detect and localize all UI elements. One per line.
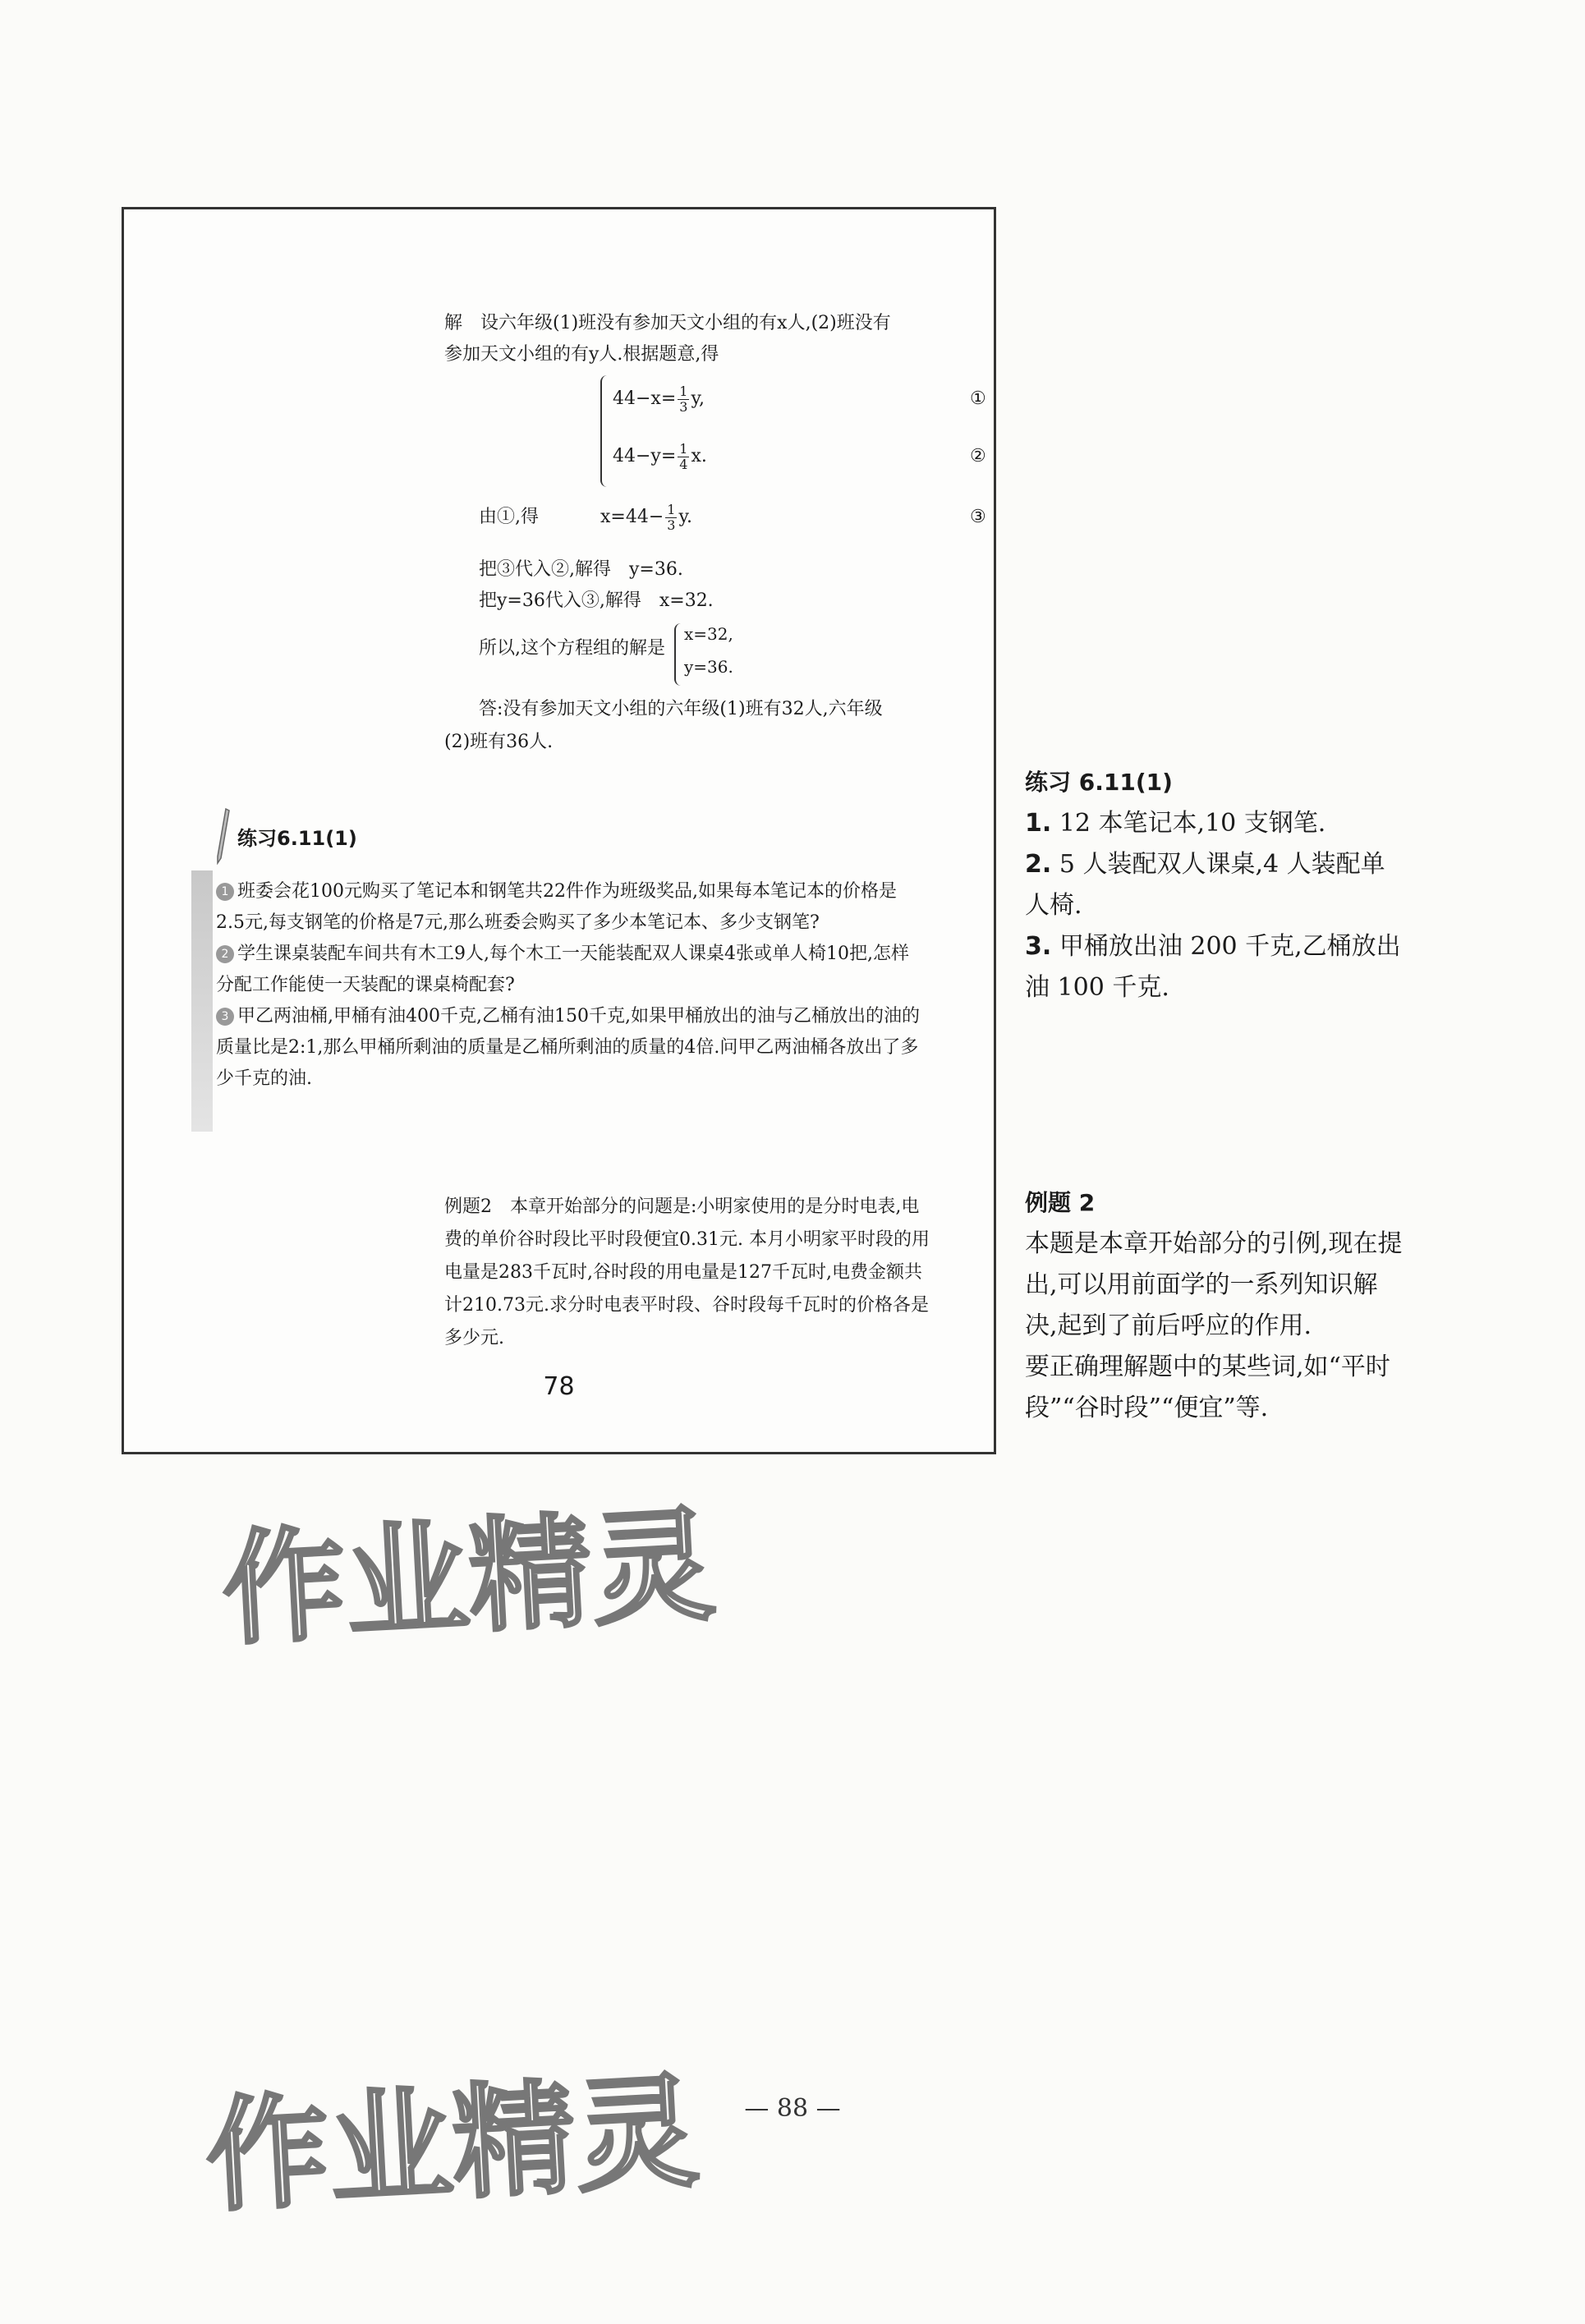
- example-2-text: 例题2 本章开始部分的问题是:小明家使用的是分时电表,电费的单价谷时段比平时段便宜0.31元. 本月小明家平时段的用电量是283千瓦时,谷时段的用电量是127千瓦时,电费金额共计210.73元.求分时电表平时段、谷时段每千瓦时的价格各是多少元.: [444, 1196, 930, 1348]
- eq2-right: x.: [691, 446, 707, 466]
- pencil-icon: [216, 807, 231, 865]
- from-eq1-label: 由①,得: [479, 507, 539, 527]
- answers-section: [1025, 762, 1403, 1008]
- solution-intro-line-2: 参加天文小组的有y人.根据题意,得: [444, 344, 719, 365]
- equation-marker-2: ②: [970, 446, 986, 466]
- equation-system-brace: [600, 375, 610, 487]
- equation-marker-3: ③: [970, 507, 986, 527]
- exercise-title: 练习6.11(1): [237, 826, 357, 850]
- exercise-problem-3: [216, 1001, 922, 1095]
- substitution-line-1: 把③代入②,解得 y=36.: [479, 559, 683, 580]
- problem-text: 班委会花100元购买了笔记本和钢笔共22件作为班级奖品,如果每本笔记本的价格是2.5元,每支钢笔的价格是7元,那么班委会购买了多少本笔记本、多少支钢笔?: [216, 881, 897, 933]
- equation-2: [613, 441, 707, 472]
- notes-section: [1025, 1183, 1403, 1429]
- answer-number: 3.: [1025, 932, 1052, 961]
- answer-2: [1025, 844, 1403, 926]
- exercise-side-bar: [191, 870, 213, 1132]
- answer-1: [1025, 803, 1403, 844]
- solution-statement: 所以,这个方程组的解是: [479, 638, 665, 659]
- denominator: 3: [679, 398, 688, 415]
- watermark: 作业精灵: [202, 2060, 702, 2230]
- notes-heading: 例题 2: [1025, 1189, 1096, 1216]
- denominator: 3: [667, 517, 676, 533]
- numerator: 1: [679, 383, 688, 399]
- problem-text: 甲乙两油桶,甲桶有油400千克,乙桶有油150千克,如果甲桶放出的油与乙桶放出的油的质量比是2:1,那么甲桶所剩油的质量是乙桶所剩油的质量的4倍.问甲乙两油桶各放出了多少千克的油.: [216, 1006, 920, 1089]
- answers-heading: 练习 6.11(1): [1025, 769, 1173, 796]
- inner-page-number: 78: [543, 1372, 575, 1401]
- eq1-right: y,: [691, 388, 705, 409]
- eq3-right: y.: [678, 507, 692, 527]
- problem-number: 3: [216, 1008, 234, 1026]
- problem-text: 学生课桌装配车间共有木工9人,每个木工一天能装配双人课桌4张或单人椅10把,怎样分配工作能使一天装配的课桌椅配套?: [216, 944, 909, 995]
- answer-line-2: (2)班有36人.: [444, 732, 554, 752]
- answer-text: 5 人装配双人课桌,4 人装配单人椅.: [1025, 850, 1385, 920]
- substitution-line-2: 把y=36代入③,解得 x=32.: [479, 590, 714, 611]
- equation-1: [613, 384, 705, 415]
- fraction: [678, 442, 689, 472]
- watermark: 作业精灵: [218, 1494, 719, 1663]
- answer-text: 甲桶放出油 200 千克,乙桶放出油 100 千克.: [1025, 932, 1401, 1002]
- answer-number: 1.: [1025, 809, 1052, 838]
- exercise-problems: [216, 876, 922, 1095]
- answer-3: [1025, 926, 1403, 1008]
- eq1-left: 44−x=: [613, 388, 677, 409]
- solution-y: y=36.: [684, 657, 733, 677]
- problem-number: 1: [216, 883, 234, 901]
- exercise-problem-2: [216, 939, 922, 1001]
- textbook-page-frame: [122, 207, 996, 1454]
- equation-marker-1: ①: [970, 388, 986, 409]
- answer-number: 2.: [1025, 850, 1052, 879]
- eq3-left: x=44−: [600, 507, 664, 527]
- numerator: 1: [667, 501, 676, 517]
- eq2-left: 44−y=: [613, 446, 677, 466]
- notes-paragraph-2: 要正确理解题中的某些词,如“平时段”“谷时段”“便宜”等.: [1025, 1353, 1390, 1422]
- notes-paragraph-1: 本题是本章开始部分的引例,现在提出,可以用前面学的一系列知识解决,起到了前后呼应的作用.: [1025, 1229, 1403, 1340]
- fraction: [678, 384, 689, 415]
- fraction: [665, 503, 677, 533]
- answer-line-1: 答:没有参加天文小组的六年级(1)班有32人,六年级: [479, 699, 883, 719]
- numerator: 1: [679, 440, 688, 457]
- page-number: — 88 —: [744, 2094, 841, 2123]
- exercise-header: [216, 807, 357, 865]
- solution-brace: [674, 623, 682, 686]
- exercise-problem-1: [216, 876, 922, 939]
- answer-text: 12 本笔记本,10 支钢笔.: [1051, 809, 1326, 838]
- problem-number: 2: [216, 945, 234, 963]
- solution-x: x=32,: [684, 624, 733, 644]
- denominator: 4: [679, 456, 688, 472]
- equation-3: [600, 502, 692, 533]
- solution-intro-line-1: 解 设六年级(1)班没有参加天文小组的有x人,(2)班没有: [444, 313, 891, 333]
